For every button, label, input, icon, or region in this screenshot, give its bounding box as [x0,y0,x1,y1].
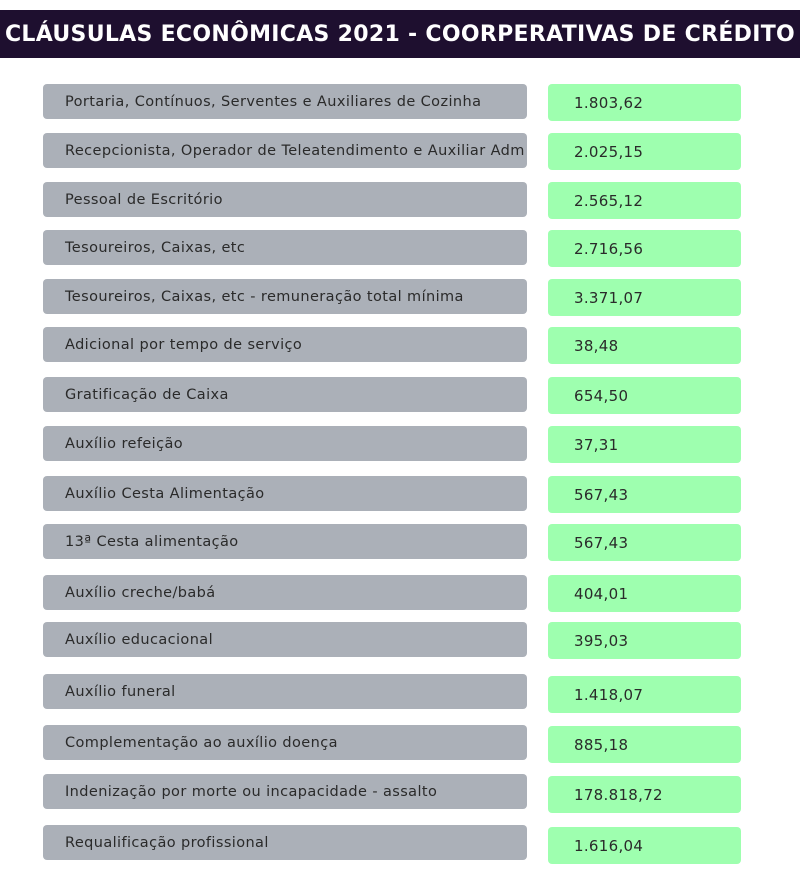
row-label: Indenização por morte ou incapacidade - assalto [43,774,527,809]
row-label: Gratificação de Caixa [43,377,527,412]
row-label: Requalificação profissional [43,825,527,860]
table-row [0,230,800,270]
table-row [0,133,800,173]
row-label: Adicional por tempo de serviço [43,327,527,362]
title-banner [0,10,800,58]
table-row [0,327,800,367]
row-value: 178.818,72 [548,776,741,813]
row-label: Auxílio funeral [43,674,527,709]
row-label: Tesoureiros, Caixas, etc [43,230,527,265]
row-value: 1.616,04 [548,827,741,864]
table-row [0,84,800,124]
table-row [0,377,800,417]
table-row [0,674,800,714]
table-row [0,426,800,466]
row-value: 885,18 [548,726,741,763]
row-label: Auxílio refeição [43,426,527,461]
row-value: 38,48 [548,327,741,364]
row-value: 1.418,07 [548,676,741,713]
row-label: Complementação ao auxílio doença [43,725,527,760]
row-value: 567,43 [548,476,741,513]
row-value: 404,01 [548,575,741,612]
table-row [0,575,800,615]
page-title: CLÁUSULAS ECONÔMICAS 2021 - COORPERATIVAS DE CRÉDITO [4,21,796,47]
row-label: Auxílio educacional [43,622,527,657]
row-label: Pessoal de Escritório [43,182,527,217]
row-value: 567,43 [548,524,741,561]
table-row [0,279,800,319]
row-value: 2.025,15 [548,133,741,170]
row-value: 654,50 [548,377,741,414]
row-value: 1.803,62 [548,84,741,121]
row-value: 2.565,12 [548,182,741,219]
table-row [0,622,800,662]
row-label: Auxílio creche/babá [43,575,527,610]
row-label: Portaria, Contínuos, Serventes e Auxiliares de Cozinha [43,84,527,119]
row-value: 2.716,56 [548,230,741,267]
row-label: 13ª Cesta alimentação [43,524,527,559]
row-label: Tesoureiros, Caixas, etc - remuneração total mínima [43,279,527,314]
row-label: Auxílio Cesta Alimentação [43,476,527,511]
row-label: Recepcionista, Operador de Teleatendimento e Auxiliar Adm [43,133,527,168]
table-row [0,774,800,814]
row-value: 3.371,07 [548,279,741,316]
row-value: 37,31 [548,426,741,463]
table-row [0,476,800,516]
table-row [0,825,800,865]
table-row [0,524,800,564]
table-row [0,182,800,222]
row-value: 395,03 [548,622,741,659]
table-row [0,725,800,765]
